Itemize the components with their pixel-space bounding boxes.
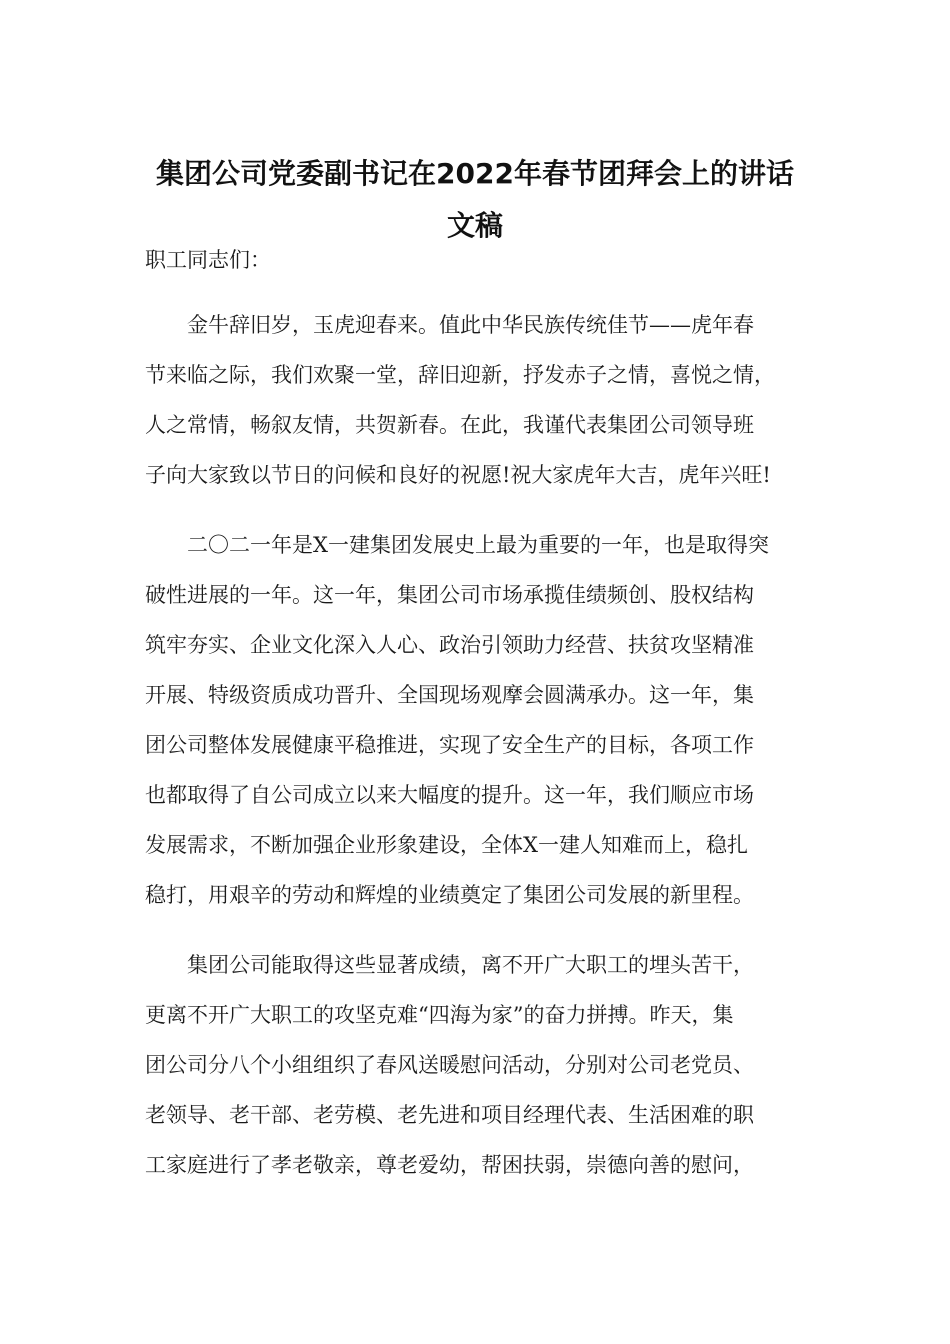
paragraph-line: 发展需求，不断加强企业形象建设，全体X一建人知难而上，稳扎	[145, 833, 748, 857]
paragraph-line: 节来临之际，我们欢聚一堂，辞旧迎新，抒发赤子之情，喜悦之情，	[145, 363, 775, 387]
paragraph-line: 工家庭进行了孝老敬亲，尊老爱幼，帮困扶弱，崇德向善的慰问，	[145, 1153, 754, 1177]
paragraph	[145, 940, 817, 1190]
paragraph	[145, 300, 817, 500]
paragraph-line: 人之常情，畅叙友情，共贺新春。在此，我谨代表集团公司领导班	[145, 413, 754, 437]
salutation: 职工同志们：	[145, 248, 271, 272]
paragraph-line: 集团公司能取得这些显著成绩，离不开广大职工的埋头苦干，	[187, 953, 754, 977]
paragraph-line: 团公司整体发展健康平稳推进，实现了安全生产的目标，各项工作	[145, 733, 754, 757]
paragraph-line: 也都取得了自公司成立以来大幅度的提升。这一年，我们顺应市场	[145, 783, 754, 807]
paragraph-line: 开展、特级资质成功晋升、全国现场观摩会圆满承办。这一年，集	[145, 683, 754, 707]
paragraph-line: 金牛辞旧岁，玉虎迎春来。值此中华民族传统佳节——虎年春	[187, 313, 754, 337]
paragraph-line: 更离不开广大职工的攻坚克难“四海为家”的奋力拼搏。昨天，集	[145, 1003, 734, 1027]
paragraph-line: 破性进展的一年。这一年，集团公司市场承揽佳绩频创、股权结构	[145, 583, 754, 607]
paragraph-line: 二〇二一年是X一建集团发展史上最为重要的一年，也是取得突	[187, 533, 769, 557]
paragraph-line: 稳打，用艰辛的劳动和辉煌的业绩奠定了集团公司发展的新里程。	[145, 883, 754, 907]
document-body	[145, 240, 817, 1190]
paragraph-line: 筑牢夯实、企业文化深入人心、政治引领助力经营、扶贫攻坚精准	[145, 633, 754, 657]
paragraph	[145, 520, 817, 920]
document-title	[140, 148, 810, 252]
paragraph-line: 团公司分八个小组组织了春风送暖慰问活动，分别对公司老党员、	[145, 1053, 754, 1077]
title-line: 集团公司党委副书记在2022年春节团拜会上的讲话	[156, 157, 794, 190]
paragraph-line: 子向大家致以节日的问候和良好的祝愿!祝大家虎年大吉，虎年兴旺!	[145, 463, 771, 487]
paragraph-line: 老领导、老干部、老劳模、老先进和项目经理代表、生活困难的职	[145, 1103, 754, 1127]
title-line: 文稿	[446, 209, 503, 242]
